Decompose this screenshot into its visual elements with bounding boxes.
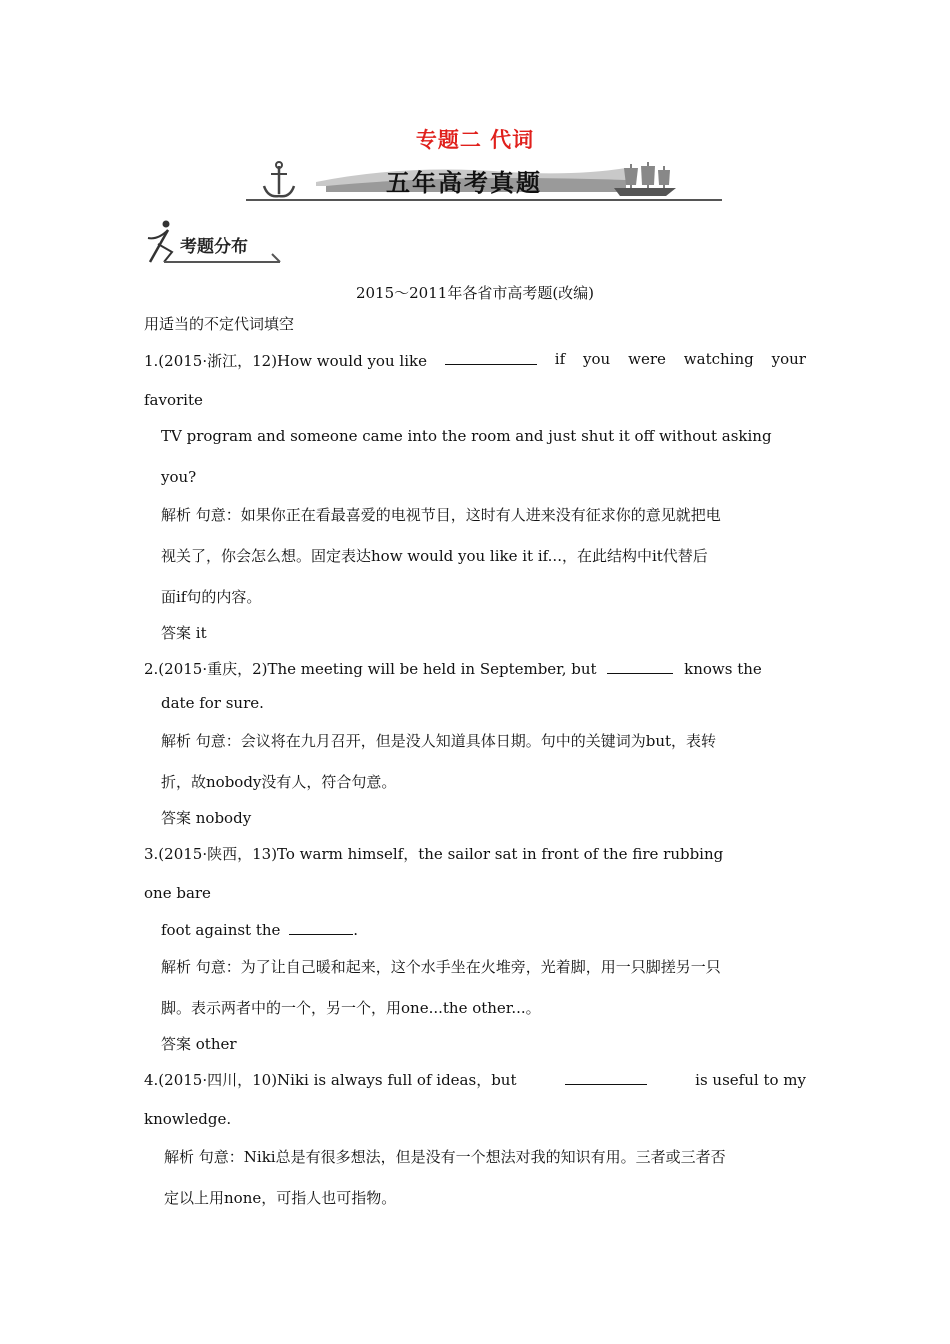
question-1-analysis-2: 视关了，你会怎么想。固定表达how would you like it if...，在此结构中it代替后 <box>161 547 708 565</box>
answer-blank[interactable] <box>607 659 673 674</box>
question-2-suffix: knows the <box>684 660 762 678</box>
question-1-answer: 答案 it <box>161 624 207 642</box>
question-2-prefix: 2.(2015·重庆，2)The meeting will be held in September, but <box>144 660 597 678</box>
question-3-suffix: . <box>353 921 358 939</box>
word: your <box>771 350 806 368</box>
question-3-line-3 <box>161 920 358 939</box>
word: watching <box>683 350 754 368</box>
question-3-analysis-1: 解析 句意：为了让自己暖和起来，这个水手坐在火堆旁，光着脚，用一只脚搓另一只 <box>161 958 721 976</box>
question-1-line-3: TV program and someone came into the room and just shut it off without asking <box>161 427 772 445</box>
page-title: 专题二 代词 <box>415 127 535 152</box>
question-3-answer: 答案 other <box>161 1035 237 1053</box>
word: you <box>583 350 611 368</box>
question-2-line-1 <box>144 658 762 679</box>
question-4-line-2: knowledge. <box>144 1110 232 1128</box>
question-3-analysis-2: 脚。表示两者中的一个，另一个，用one...the other...。 <box>161 999 541 1017</box>
word: were <box>628 350 666 368</box>
question-1-prefix: 1.(2015·浙江，12)How would you like <box>144 352 427 370</box>
question-2-answer: 答案 nobody <box>161 809 252 827</box>
instruction: 用适当的不定代词填空 <box>144 315 295 333</box>
question-1-analysis-3: 面if句的内容。 <box>161 588 262 606</box>
source-line: 2015～2011年各省市高考题(改编) <box>355 284 595 302</box>
question-4-line-1 <box>144 1069 806 1090</box>
question-2-analysis-1: 解析 句意：会议将在九月召开，但是没人知道具体日期。句中的关键词为but，表转 <box>161 732 717 750</box>
anchor-icon <box>264 162 294 196</box>
answer-blank[interactable] <box>445 350 537 365</box>
answer-blank[interactable] <box>565 1070 647 1085</box>
question-1-line-2: favorite <box>144 391 203 409</box>
question-4-suffix: is useful to my <box>695 1071 806 1089</box>
answer-blank[interactable] <box>289 920 353 935</box>
question-1-line-4: you? <box>161 468 197 486</box>
question-3-line-2: one bare <box>144 884 211 902</box>
section-title: 考题分布 <box>180 237 248 257</box>
question-4-analysis-1: 解析 句意：Niki总是有很多想法，但是没有一个想法对我的知识有用。三者或三者否 <box>164 1148 726 1166</box>
banner-title: 五年高考真题 <box>386 169 542 197</box>
question-3-line-1: 3.(2015·陕西，13)To warm himself，the sailor sat in front of the fire rubbing <box>144 845 724 863</box>
question-1-line-1 <box>144 350 806 371</box>
word: if <box>554 350 566 368</box>
question-3-prefix: foot against the <box>161 921 281 939</box>
question-4-analysis-2: 定以上用none，可指人也可指物。 <box>164 1189 397 1207</box>
question-4-prefix: 4.(2015·四川，10)Niki is always full of ideas，but <box>144 1071 517 1089</box>
question-2-analysis-2: 折，故nobody没有人，符合句意。 <box>161 773 397 791</box>
question-1-analysis-1: 解析 句意：如果你正在看最喜爱的电视节目，这时有人进来没有征求你的意见就把电 <box>161 506 721 524</box>
question-2-line-2: date for sure. <box>161 694 264 712</box>
